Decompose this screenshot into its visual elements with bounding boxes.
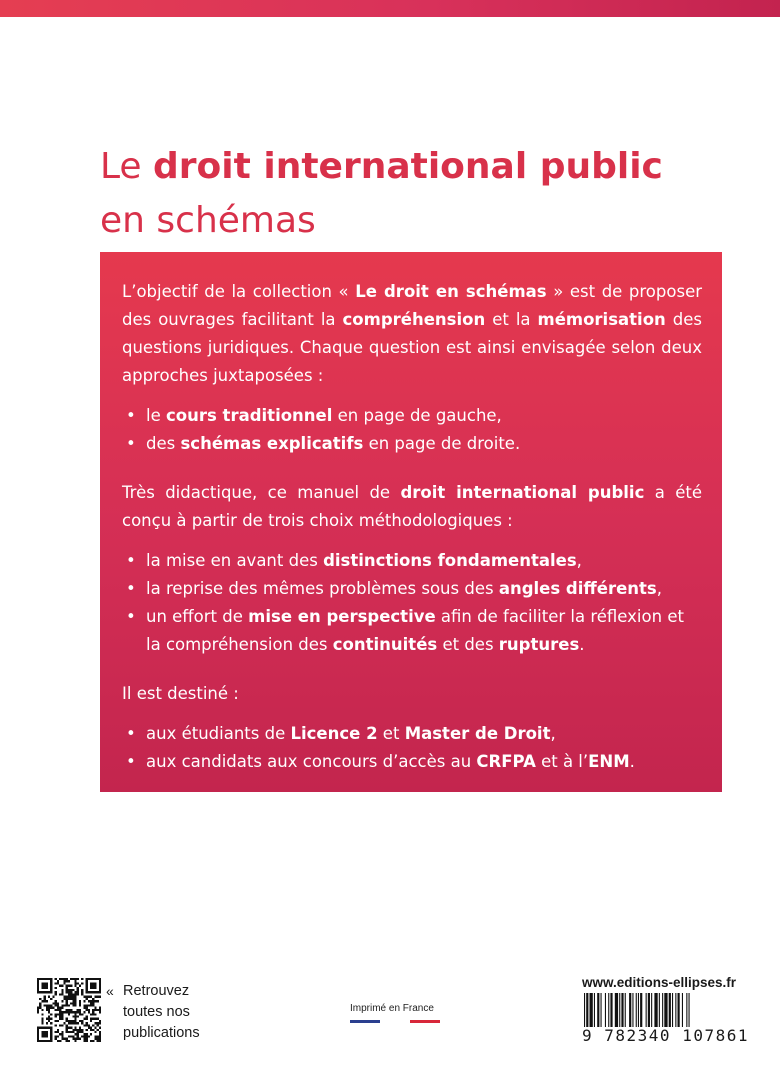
body-text: des questions juridiques. Chaque question est ainsi envisagée selon deux approches juxtaposées : (122, 310, 702, 385)
body-text: Très didactique, ce manuel de (122, 483, 401, 502)
emphasis-text: ENM (588, 752, 630, 771)
bullet-icon: • (126, 752, 136, 771)
emphasis-text: ruptures (498, 635, 580, 654)
retrouvez-line-3: publications (123, 1025, 200, 1041)
bullet-icon: • (126, 551, 136, 570)
french-flag-icon (350, 1020, 440, 1023)
printed-in-france-mark (350, 1003, 442, 1023)
title-suffix: en schémas (100, 200, 316, 241)
audience-paragraph (122, 680, 702, 708)
emphasis-text: cours traditionnel (165, 406, 333, 425)
publisher-website[interactable]: www.editions-ellipses.fr (582, 975, 737, 990)
bullet-icon: • (126, 724, 136, 743)
description-panel (100, 252, 722, 792)
list-item (122, 430, 702, 458)
list-item (122, 603, 702, 659)
body-text: L’objectif de la collection « (122, 282, 356, 301)
body-text: la reprise des mêmes problèmes sous des (146, 579, 499, 598)
emphasis-text: CRFPA (476, 752, 536, 771)
bullet-icon: • (126, 434, 136, 453)
method-list (122, 547, 702, 659)
publications-link[interactable] (106, 981, 200, 1044)
body-text: la mise en avant des (146, 551, 324, 570)
body-text: , (656, 579, 662, 598)
book-title (100, 140, 760, 248)
body-text: et des (437, 635, 499, 654)
emphasis-text: distinctions fondamentales (323, 551, 577, 570)
qr-code-icon[interactable] (37, 978, 101, 1042)
bullet-icon: • (126, 607, 136, 626)
bullet-icon: • (126, 406, 136, 425)
body-text: a été conçu à partir de trois choix méthodologiques : (122, 483, 702, 530)
body-text: et la (485, 310, 538, 329)
body-text: un effort de (146, 607, 249, 626)
retrouvez-line-1: Retrouvez (123, 983, 190, 999)
flag-stripe-red (410, 1020, 440, 1023)
bullet-icon: • (126, 579, 136, 598)
emphasis-text: compréhension (342, 310, 486, 329)
emphasis-text: droit international public (400, 483, 645, 502)
emphasis-text: Licence 2 (290, 724, 378, 743)
body-text: . (629, 752, 635, 771)
top-color-band (0, 0, 780, 17)
body-text: le (146, 406, 166, 425)
list-item (122, 720, 702, 748)
body-text: » est de proposer des ouvrages facilitant la (122, 282, 703, 329)
body-text: , (550, 724, 556, 743)
title-subject: droit international public (153, 146, 663, 187)
body-text: Il est destiné : (122, 684, 239, 703)
body-text: aux étudiants de (146, 724, 291, 743)
audience-list (122, 720, 702, 776)
emphasis-text: mémorisation (537, 310, 666, 329)
emphasis-text: Master de Droit (404, 724, 551, 743)
emphasis-text: mise en perspective (248, 607, 436, 626)
flag-stripe-white (380, 1020, 410, 1023)
list-item (122, 748, 702, 776)
emphasis-text: schémas explicatifs (180, 434, 364, 453)
double-chevron-icon: « (106, 983, 114, 999)
collection-paragraph (122, 278, 702, 390)
body-text: et (377, 724, 405, 743)
body-text: , (576, 551, 582, 570)
body-text: des (146, 434, 181, 453)
emphasis-text: angles différents (498, 579, 657, 598)
emphasis-text: continuités (332, 635, 438, 654)
body-text: aux candidats aux concours d’accès au (146, 752, 477, 771)
list-item (122, 575, 702, 603)
printed-in-france-label: Imprimé en France (350, 1003, 434, 1014)
approaches-list (122, 402, 702, 458)
body-text: . (579, 635, 585, 654)
method-paragraph (122, 479, 702, 535)
body-text: afin de faciliter la réflexion et la compréhension des (146, 607, 684, 654)
emphasis-text: Le droit en schémas (355, 282, 547, 301)
list-item (122, 402, 702, 430)
flag-stripe-blue (350, 1020, 380, 1023)
body-text: en page de droite. (363, 434, 521, 453)
list-item (122, 547, 702, 575)
title-prefix: Le (100, 146, 154, 187)
body-text: et à l’ (535, 752, 589, 771)
barcode-icon (582, 993, 740, 1029)
isbn-number: 9 782340 107861 (582, 1026, 749, 1045)
body-text: en page de gauche, (332, 406, 502, 425)
retrouvez-line-2: toutes nos (123, 1004, 190, 1020)
